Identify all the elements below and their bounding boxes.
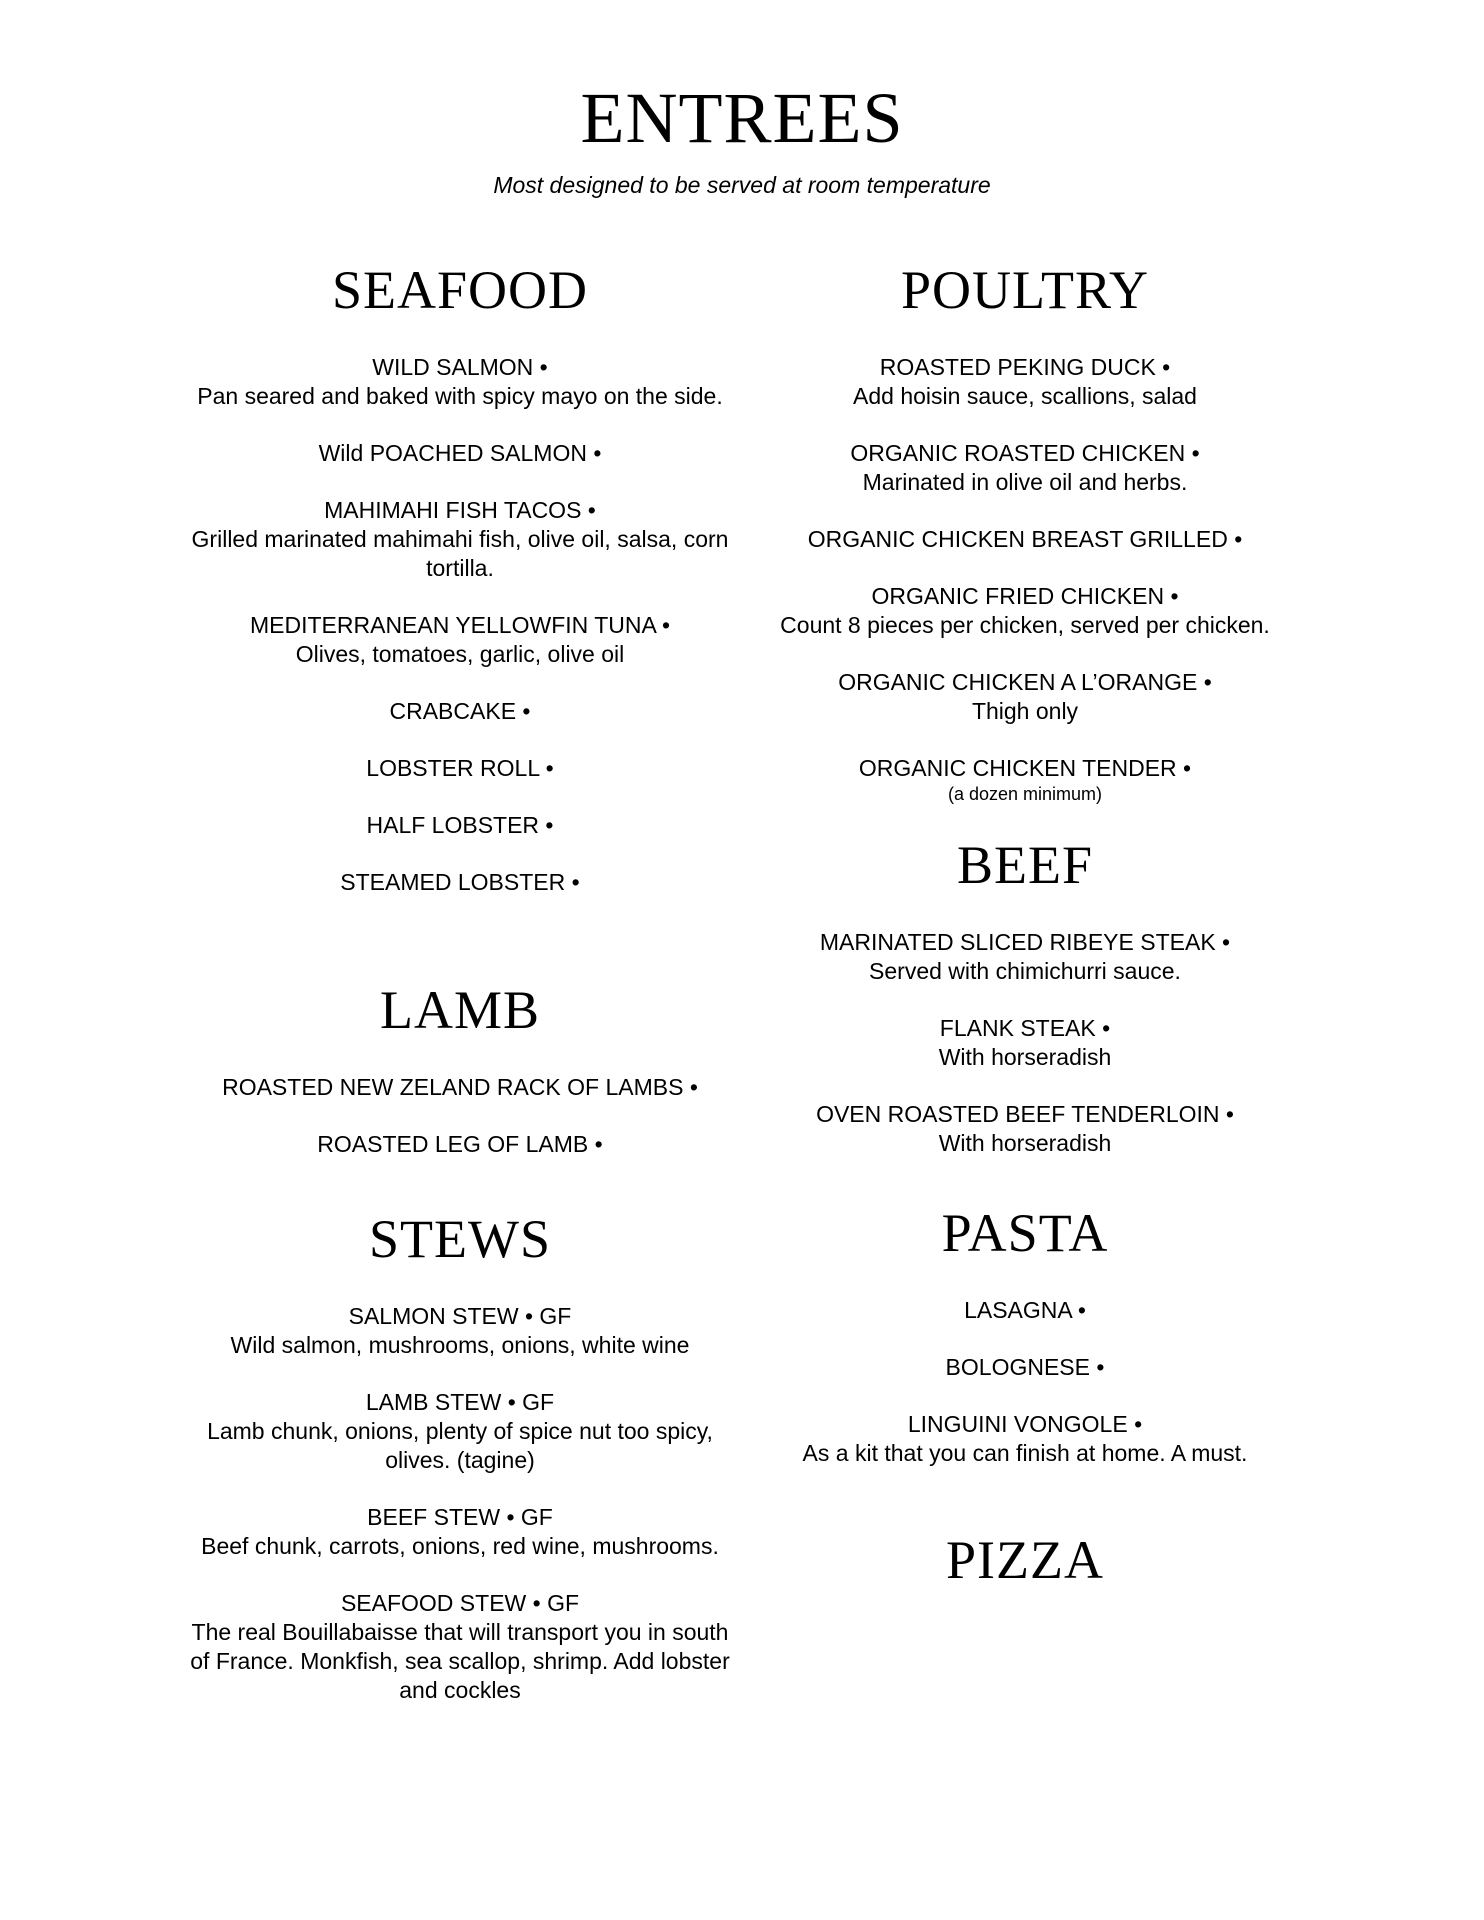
menu-item	[755, 1353, 1295, 1382]
menu-item-description: Grilled marinated mahimahi fish, olive oil, salsa, corn tortilla.	[191, 526, 729, 581]
menu-item	[190, 611, 730, 669]
section-heading: BEEF	[956, 835, 1094, 895]
menu-item	[190, 439, 730, 468]
section-seafood	[190, 260, 730, 925]
section-stews	[190, 1209, 730, 1733]
menu-item-name: SEAFOOD STEW • GF	[340, 1590, 580, 1616]
section-poultry	[755, 260, 1295, 833]
menu-item	[755, 525, 1295, 554]
menu-item	[190, 1589, 730, 1705]
menu-item	[190, 1302, 730, 1360]
menu-item	[755, 1296, 1295, 1325]
menu-item-name: LAMB STEW • GF	[365, 1389, 555, 1415]
section-heading: STEWS	[368, 1209, 551, 1269]
menu-item	[190, 1503, 730, 1561]
menu-item	[755, 668, 1295, 726]
menu-item-name: ROASTED LEG OF LAMB •	[317, 1131, 603, 1157]
menu-item-name: WILD SALMON •	[372, 354, 548, 380]
menu-item-description: Olives, tomatoes, garlic, olive oil	[295, 641, 625, 667]
menu-item	[755, 439, 1295, 497]
menu-item-name: LINGUINI VONGOLE •	[907, 1411, 1143, 1437]
page-title: ENTREES	[580, 78, 904, 158]
menu-item-name: ORGANIC CHICKEN BREAST GRILLED •	[807, 526, 1243, 552]
menu-item	[190, 1073, 730, 1102]
menu-item-name: FLANK STEAK •	[939, 1015, 1111, 1041]
menu-item-description: Pan seared and baked with spicy mayo on the side.	[197, 383, 723, 409]
menu-item	[755, 928, 1295, 986]
menu-item-description: Thigh only	[971, 698, 1079, 724]
menu-item-name: CRABCAKE •	[389, 698, 531, 724]
menu-item	[190, 868, 730, 897]
section-heading: PIZZA	[946, 1530, 1104, 1590]
menu-item-name: Wild POACHED SALMON •	[318, 440, 602, 466]
menu-item	[755, 1410, 1295, 1468]
menu-item-name: LOBSTER ROLL •	[366, 755, 554, 781]
menu-item-name: BOLOGNESE •	[945, 1354, 1105, 1380]
menu-item-name: STEAMED LOBSTER •	[340, 869, 580, 895]
menu-item-description: With horseradish	[938, 1130, 1112, 1156]
menu-item-name: ORGANIC CHICKEN TENDER •	[858, 755, 1192, 781]
menu-item-name: MARINATED SLICED RIBEYE STEAK •	[819, 929, 1231, 955]
section-beef	[755, 835, 1295, 1186]
menu-item-name: ROASTED NEW ZELAND RACK OF LAMBS •	[222, 1074, 698, 1100]
menu-item-name: HALF LOBSTER •	[366, 812, 554, 838]
section-heading: POULTRY	[900, 260, 1150, 320]
menu-item-name: MEDITERRANEAN YELLOWFIN TUNA •	[250, 612, 670, 638]
menu-item	[190, 353, 730, 411]
menu-item-description: With horseradish	[938, 1044, 1112, 1070]
menu-item-description: Count 8 pieces per chicken, served per chicken.	[780, 612, 1270, 638]
section-pasta	[755, 1203, 1295, 1496]
menu-item-description: Wild salmon, mushrooms, onions, white wine	[230, 1332, 690, 1358]
menu-item-name: SALMON STEW • GF	[348, 1303, 572, 1329]
menu-item	[190, 811, 730, 840]
menu-item-name: ORGANIC FRIED CHICKEN •	[871, 583, 1179, 609]
menu-item-description: Marinated in olive oil and herbs.	[862, 469, 1188, 495]
menu-item-description: Served with chimichurri sauce.	[869, 958, 1181, 984]
menu-item-description: Lamb chunk, onions, plenty of spice nut too spicy, olives. (tagine)	[207, 1418, 713, 1473]
section-heading: LAMB	[379, 980, 540, 1040]
menu-item	[755, 1100, 1295, 1158]
menu-item	[190, 1130, 730, 1159]
menu-item-description: Add hoisin sauce, scallions, salad	[853, 383, 1197, 409]
menu-item	[190, 496, 730, 583]
page-subtitle: Most designed to be served at room temperature	[493, 172, 991, 198]
section-heading: PASTA	[941, 1203, 1109, 1263]
menu-item-description: The real Bouillabaisse that will transport you in south of France. Monkfish, sea scallop, shrimp. Add lobster and cockles	[190, 1619, 730, 1703]
menu-item	[190, 1388, 730, 1475]
menu-item	[755, 353, 1295, 411]
menu-item	[755, 754, 1295, 805]
menu-item-name: ORGANIC ROASTED CHICKEN •	[850, 440, 1200, 466]
menu-item	[755, 1014, 1295, 1072]
menu-item-description: As a kit that you can finish at home. A must.	[802, 1440, 1248, 1466]
section-heading: SEAFOOD	[331, 260, 589, 320]
menu-item-name: LASAGNA •	[964, 1297, 1086, 1323]
section-pizza	[755, 1530, 1295, 1623]
menu-item-description: Beef chunk, carrots, onions, red wine, mushrooms.	[201, 1533, 719, 1559]
menu-item-note: (a dozen minimum)	[947, 784, 1103, 804]
menu-item	[190, 754, 730, 783]
menu-item	[190, 697, 730, 726]
menu-item	[755, 582, 1295, 640]
section-lamb	[190, 980, 730, 1187]
menu-item-name: BEEF STEW • GF	[367, 1504, 553, 1530]
menu-item-name: ROASTED PEKING DUCK •	[879, 354, 1171, 380]
menu-item-name: OVEN ROASTED BEEF TENDERLOIN •	[816, 1101, 1234, 1127]
menu-item-name: MAHIMAHI FISH TACOS •	[324, 497, 596, 523]
menu-item-name: ORGANIC CHICKEN A L’ORANGE •	[838, 669, 1212, 695]
